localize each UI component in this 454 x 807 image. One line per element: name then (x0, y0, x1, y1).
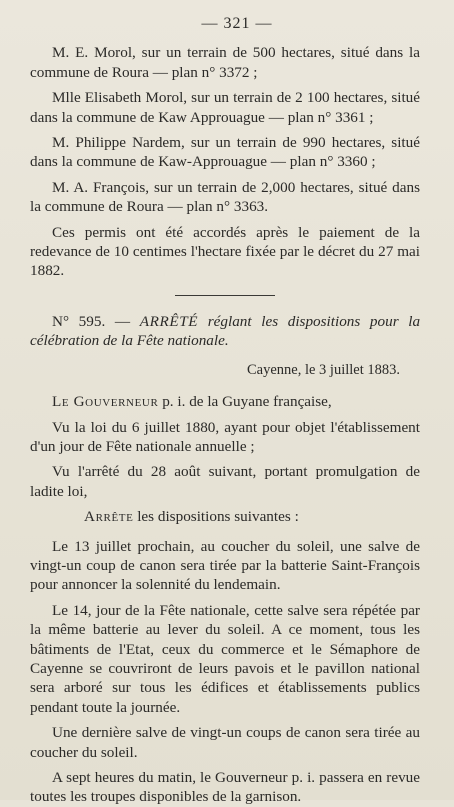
governor-title: Le Gouverneur (52, 393, 159, 411)
article-paragraph: A sept heures du matin, le Gouverneur p. i. passera en revue toutes les troupes disponibles de la garnison. (30, 769, 420, 806)
article-paragraph: Une dernière salve de vingt-un coups de canon sera tirée au coucher du soleil. (30, 724, 420, 761)
decree-title-word: ARRÊTÉ (139, 312, 199, 330)
decree-dateline: Cayenne, le 3 juillet 1883. (246, 361, 400, 378)
considering-paragraph-2: Vu l'arrêté du 28 août suivant, portant promulgation de ladite loi, (30, 463, 420, 500)
decree-heading (30, 312, 420, 351)
considering-paragraph-1: Vu la loi du 6 juillet 1880, ayant pour objet l'établissement d'un jour de Fête nationale annuelle ; (30, 418, 420, 455)
decree-number: N° 595. (52, 312, 106, 330)
permits-closing-paragraph: Ces permis ont été accordés après le paiement de la redevance de 10 centimes l'hectare fixée par le décret du 27 mai 1882. (30, 223, 420, 280)
section-divider (175, 295, 275, 296)
arrete-line (30, 507, 420, 526)
permit-entry: M. E. Morol, sur un terrain de 500 hectares, situé dans la commune de Roura — plan n° 3372 ; (30, 44, 420, 81)
arrete-word: Arrête (84, 508, 134, 526)
permits-list (30, 43, 420, 216)
decree-dash: — (114, 312, 131, 330)
permit-entry: Mlle Elisabeth Morol, sur un terrain de 2 100 hectares, situé dans la commune de Kaw Approuague — plan n° 3361 ; (30, 89, 420, 126)
permit-entry: M. Philippe Nardem, sur un terrain de 990 hectares, situé dans la commune de Kaw-Approuague — plan n° 3360 ; (30, 134, 420, 171)
article-paragraph: Le 13 juillet prochain, au coucher du soleil, une salve de vingt-un coup de canon sera tirée par la batterie Saint-François pour annoncer la solennité du lendemain. (30, 537, 420, 594)
governor-line (30, 392, 420, 411)
page-number: — 321 — (201, 15, 273, 32)
governor-rest: p. i. de la Guyane française, (162, 393, 332, 411)
arrete-rest: les dispositions suivantes : (137, 508, 299, 526)
article-paragraph: Le 14, jour de la Fête nationale, cette salve sera répétée par la même batterie au lever du soleil. A ce moment, tous les bâtiments de l'Etat, ceux du commerce et le Sémaphore de Cayenne se couvriront de leurs pavois et le pavillon national sera arboré sur tous les édifices et établissements publics pendant toute la journée. (30, 601, 420, 716)
decree-subject: réglant les dispositions pour la célébration de la Fête nationale. (30, 312, 421, 350)
permit-entry: M. A. François, sur un terrain de 2,000 hectares, situé dans la commune de Roura — plan n° 3363. (30, 178, 420, 216)
